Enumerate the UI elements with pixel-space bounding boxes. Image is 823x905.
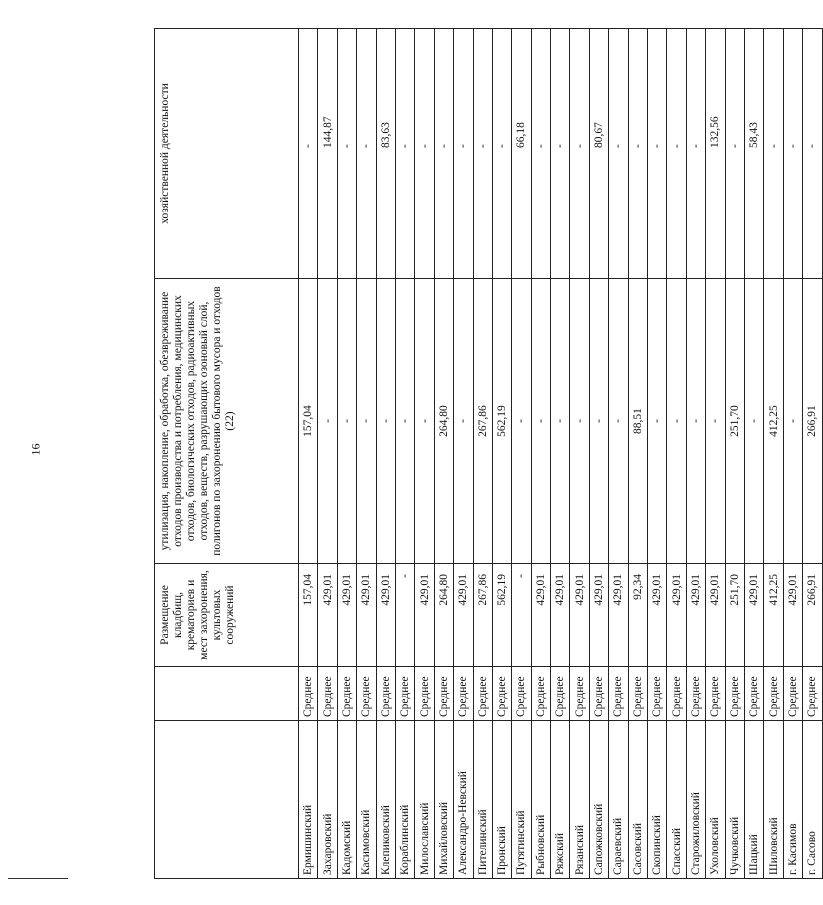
table-row xyxy=(454,29,473,879)
district-cell: Захаровский xyxy=(318,721,337,879)
table-row xyxy=(376,29,395,879)
utilization-cell: - xyxy=(318,279,337,564)
economic-cell: - xyxy=(686,29,705,279)
placement-cell: 429,01 xyxy=(667,564,686,667)
economic-cell: - xyxy=(764,29,783,279)
value-type-cell: Среднее xyxy=(764,667,783,721)
table-row xyxy=(628,29,647,879)
placement-cell: 266,91 xyxy=(803,564,822,667)
placement-cell: 429,01 xyxy=(706,564,725,667)
district-cell: Кораблинский xyxy=(395,721,414,879)
district-cell: Путятинский xyxy=(512,721,531,879)
page-number: 16 xyxy=(28,443,43,456)
economic-cell: 144,87 xyxy=(318,29,337,279)
economic-cell: - xyxy=(725,29,744,279)
table-header-row xyxy=(155,29,299,879)
district-cell: Касимовский xyxy=(357,721,376,879)
district-cell: Спасский xyxy=(667,721,686,879)
value-type-cell: Среднее xyxy=(512,667,531,721)
placement-cell: 412,25 xyxy=(764,564,783,667)
placement-cell: 264,80 xyxy=(434,564,453,667)
economic-cell: - xyxy=(473,29,492,279)
district-cell: Пителинский xyxy=(473,721,492,879)
district-cell: Милославский xyxy=(415,721,434,879)
utilization-cell: - xyxy=(783,279,802,564)
utilization-cell: - xyxy=(531,279,550,564)
utilization-cell: 562,19 xyxy=(492,279,511,564)
placement-cell: 429,01 xyxy=(531,564,550,667)
table-row xyxy=(415,29,434,879)
placement-cell: 429,01 xyxy=(357,564,376,667)
district-cell: Ухоловский xyxy=(706,721,725,879)
table-row xyxy=(512,29,531,879)
placement-cell: 429,01 xyxy=(744,564,763,667)
economic-cell: 80,67 xyxy=(589,29,608,279)
utilization-cell: - xyxy=(706,279,725,564)
economic-cell: - xyxy=(609,29,628,279)
table-row xyxy=(725,29,744,879)
table-row xyxy=(357,29,376,879)
district-cell: Шиловский xyxy=(764,721,783,879)
economic-cell: - xyxy=(628,29,647,279)
economic-cell: 83,63 xyxy=(376,29,395,279)
economic-cell: 58,43 xyxy=(744,29,763,279)
placement-cell: - xyxy=(512,564,531,667)
table-row xyxy=(299,29,318,879)
value-type-cell: Среднее xyxy=(706,667,725,721)
table-row xyxy=(783,29,802,879)
economic-cell: - xyxy=(783,29,802,279)
value-type-cell: Среднее xyxy=(473,667,492,721)
value-type-cell: Среднее xyxy=(299,667,318,721)
placement-cell: 429,01 xyxy=(337,564,356,667)
value-type-cell: Среднее xyxy=(318,667,337,721)
placement-cell: 429,01 xyxy=(783,564,802,667)
value-type-cell: Среднее xyxy=(667,667,686,721)
utilization-cell: 88,51 xyxy=(628,279,647,564)
table-row xyxy=(648,29,667,879)
table-body xyxy=(299,29,823,879)
placement-cell: 429,01 xyxy=(376,564,395,667)
table-row xyxy=(764,29,783,879)
utilization-cell: 251,70 xyxy=(725,279,744,564)
utilization-cell: - xyxy=(589,279,608,564)
utilization-cell: - xyxy=(415,279,434,564)
placement-cell: 429,01 xyxy=(589,564,608,667)
utilization-cell: - xyxy=(376,279,395,564)
rotated-table-container xyxy=(154,29,819,879)
value-type-cell: Среднее xyxy=(337,667,356,721)
district-cell: Ряжский xyxy=(551,721,570,879)
table-row xyxy=(434,29,453,879)
district-cell: Клепиковский xyxy=(376,721,395,879)
table-row xyxy=(492,29,511,879)
value-type-cell: Среднее xyxy=(570,667,589,721)
value-type-cell: Среднее xyxy=(686,667,705,721)
economic-cell: - xyxy=(667,29,686,279)
economic-cell: - xyxy=(395,29,414,279)
economic-cell: - xyxy=(551,29,570,279)
district-cell: Пронский xyxy=(492,721,511,879)
table-row xyxy=(744,29,763,879)
value-type-cell: Среднее xyxy=(609,667,628,721)
value-type-cell: Среднее xyxy=(395,667,414,721)
value-type-cell: Среднее xyxy=(648,667,667,721)
value-type-cell: Среднее xyxy=(415,667,434,721)
placement-cell: 429,01 xyxy=(454,564,473,667)
header-economic: хозяйственной деятельности xyxy=(155,29,299,279)
economic-cell: - xyxy=(299,29,318,279)
district-cell: Рыбновский xyxy=(531,721,550,879)
district-cell: Старожиловский xyxy=(686,721,705,879)
placement-cell: 267,86 xyxy=(473,564,492,667)
table-row xyxy=(706,29,725,879)
placement-cell: 429,01 xyxy=(686,564,705,667)
table-row xyxy=(531,29,550,879)
value-type-cell: Среднее xyxy=(551,667,570,721)
placement-cell: - xyxy=(395,564,414,667)
district-cell: Сапожковский xyxy=(589,721,608,879)
utilization-cell: - xyxy=(454,279,473,564)
district-cell: Шацкий xyxy=(744,721,763,879)
economic-cell: - xyxy=(337,29,356,279)
value-type-cell: Среднее xyxy=(803,667,822,721)
header-placement: Размещение кладбищ, крематориев и мест захоронения, культовых сооружений xyxy=(155,564,299,667)
placement-cell: 429,01 xyxy=(551,564,570,667)
header-district xyxy=(155,721,299,879)
value-type-cell: Среднее xyxy=(376,667,395,721)
utilization-cell: 267,86 xyxy=(473,279,492,564)
value-type-cell: Среднее xyxy=(783,667,802,721)
utilization-cell: - xyxy=(395,279,414,564)
footnote-rule xyxy=(8,878,68,879)
table-row xyxy=(395,29,414,879)
value-type-cell: Среднее xyxy=(492,667,511,721)
placement-cell: 562,19 xyxy=(492,564,511,667)
value-type-cell: Среднее xyxy=(589,667,608,721)
district-cell: г. Касимов xyxy=(783,721,802,879)
utilization-cell: - xyxy=(609,279,628,564)
utilization-cell: - xyxy=(744,279,763,564)
economic-cell: - xyxy=(357,29,376,279)
district-cell: Скопинский xyxy=(648,721,667,879)
table-row xyxy=(473,29,492,879)
economic-cell: 66,18 xyxy=(512,29,531,279)
value-type-cell: Среднее xyxy=(454,667,473,721)
value-type-cell: Среднее xyxy=(357,667,376,721)
table-row xyxy=(686,29,705,879)
economic-cell: 132,56 xyxy=(706,29,725,279)
utilization-cell: 157,04 xyxy=(299,279,318,564)
utilization-cell: - xyxy=(357,279,376,564)
economic-cell: - xyxy=(531,29,550,279)
placement-cell: 429,01 xyxy=(318,564,337,667)
economic-cell: - xyxy=(648,29,667,279)
placement-cell: 251,70 xyxy=(725,564,744,667)
district-cell: Ермишинский xyxy=(299,721,318,879)
utilization-cell: - xyxy=(512,279,531,564)
economic-cell: - xyxy=(415,29,434,279)
economic-cell: - xyxy=(492,29,511,279)
placement-cell: 429,01 xyxy=(415,564,434,667)
district-cell: Михайловский xyxy=(434,721,453,879)
table-row xyxy=(589,29,608,879)
utilization-cell: - xyxy=(648,279,667,564)
utilization-cell: - xyxy=(686,279,705,564)
header-value-type xyxy=(155,667,299,721)
table-row xyxy=(803,29,822,879)
header-utilization: утилизация, накопление, обработка, обезвреживание отходов производства и потребления, медицинских отходов, биологических отходов, радиоактивных отходов, веществ, разрушающих озоновый слой, полигонов по захоронению бытового мусора и отходов (22) xyxy=(155,279,299,564)
district-cell: Чучковский xyxy=(725,721,744,879)
tariff-table xyxy=(154,28,823,879)
utilization-cell: - xyxy=(551,279,570,564)
utilization-cell: 264,80 xyxy=(434,279,453,564)
district-cell: Кадомский xyxy=(337,721,356,879)
economic-cell: - xyxy=(803,29,822,279)
utilization-cell: 412,25 xyxy=(764,279,783,564)
table-row xyxy=(318,29,337,879)
placement-cell: 429,01 xyxy=(609,564,628,667)
placement-cell: 429,01 xyxy=(648,564,667,667)
utilization-cell: - xyxy=(570,279,589,564)
table-row xyxy=(609,29,628,879)
district-cell: г. Сасово xyxy=(803,721,822,879)
economic-cell: - xyxy=(570,29,589,279)
placement-cell: 429,01 xyxy=(570,564,589,667)
table-row xyxy=(667,29,686,879)
district-cell: Александро-Невский xyxy=(454,721,473,879)
utilization-cell: - xyxy=(667,279,686,564)
value-type-cell: Среднее xyxy=(531,667,550,721)
placement-cell: 92,34 xyxy=(628,564,647,667)
economic-cell: - xyxy=(434,29,453,279)
table-row xyxy=(570,29,589,879)
economic-cell: - xyxy=(454,29,473,279)
utilization-cell: 266,91 xyxy=(803,279,822,564)
value-type-cell: Среднее xyxy=(744,667,763,721)
utilization-cell: - xyxy=(337,279,356,564)
value-type-cell: Среднее xyxy=(434,667,453,721)
district-cell: Сасовский xyxy=(628,721,647,879)
table-row xyxy=(551,29,570,879)
district-cell: Рязанский xyxy=(570,721,589,879)
value-type-cell: Среднее xyxy=(628,667,647,721)
placement-cell: 157,04 xyxy=(299,564,318,667)
value-type-cell: Среднее xyxy=(725,667,744,721)
district-cell: Сараевский xyxy=(609,721,628,879)
table-row xyxy=(337,29,356,879)
